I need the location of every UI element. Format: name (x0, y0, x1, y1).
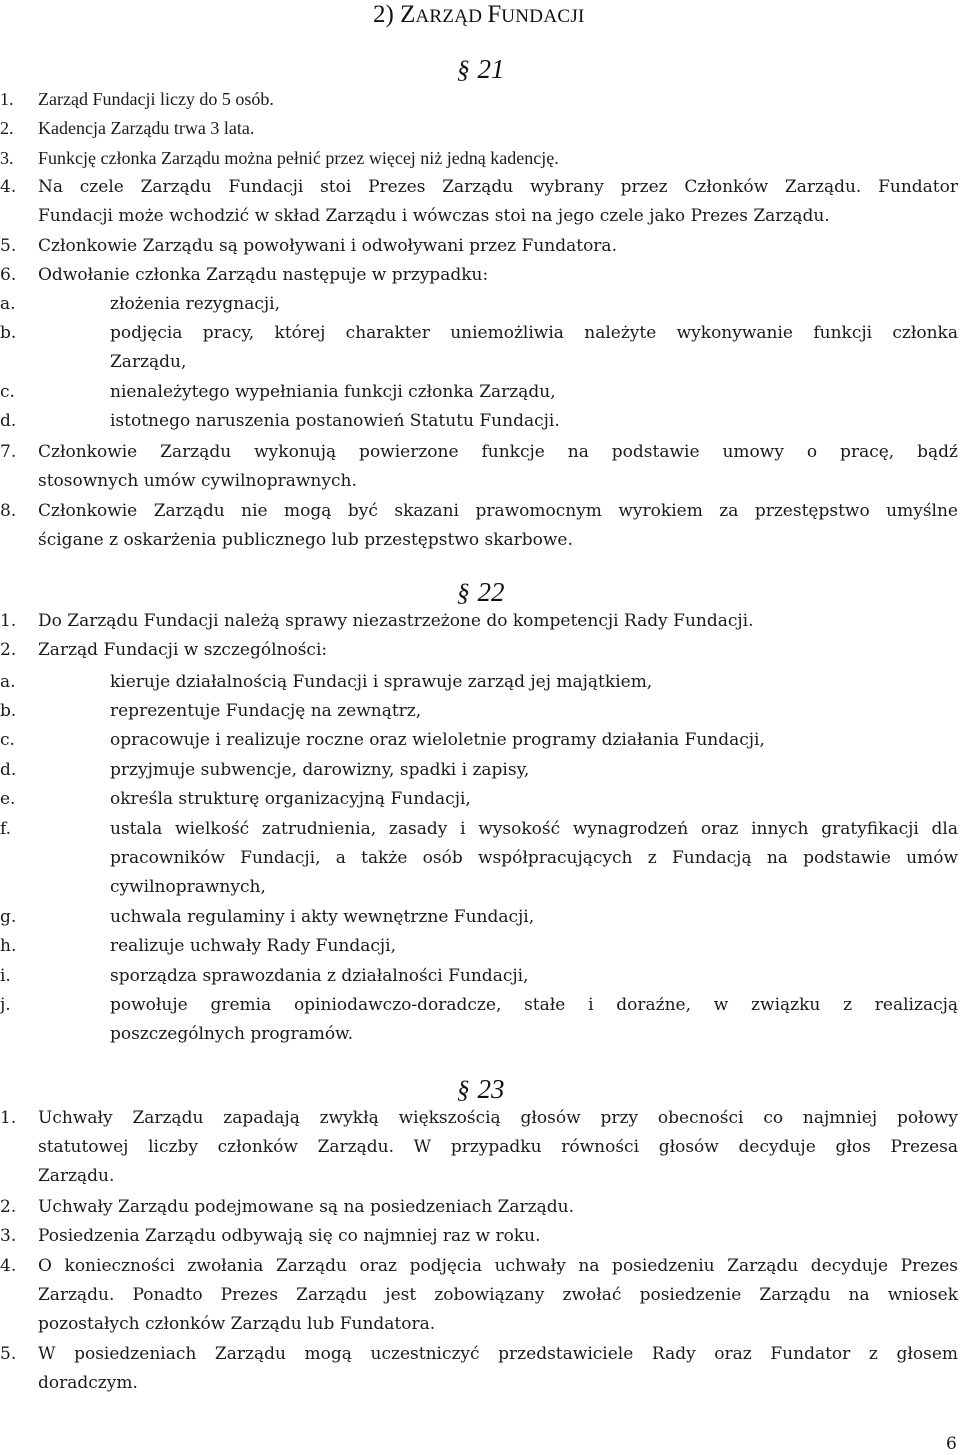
item-text: W posiedzeniach Zarządu mogą uczestniczyć przedstawiciele Rady oraz Fundator z głosem (38, 1344, 958, 1364)
item-number: 3. (0, 1226, 17, 1246)
item-number: a. (0, 672, 16, 692)
item-text: Członkowie Zarządu są powoływani i odwoływani przez Fundatora. (38, 236, 617, 256)
page-number: 6 (946, 1434, 957, 1454)
item-text: opracowuje i realizuje roczne oraz wieloletnie programy działania Fundacji, (110, 730, 765, 750)
item-number: h. (0, 936, 17, 956)
item-number: j. (0, 995, 11, 1015)
item-number: 7. (0, 442, 17, 462)
item-number: 1. (0, 611, 17, 631)
item-number: 3. (0, 148, 14, 168)
paragraph-number: 23 (477, 1074, 505, 1104)
item-text: Zarządu. Ponadto Prezes Zarządu jest zobowiązany zwołać posiedzenie Zarządu na wniosek (38, 1285, 958, 1305)
item-text: Fundacji może wchodzić w skład Zarządu i wówczas stoi na jego czele jako Prezes Zarządu. (38, 206, 830, 226)
chapter-heading: 2) ZARZĄD FUNDACJI (373, 1, 585, 28)
item-text: powołuje gremia opiniodawczo-doradcze, stałe i doraźne, w związku z realizacją (110, 995, 958, 1015)
item-number: 1. (0, 1108, 17, 1128)
item-text: Członkowie Zarządu wykonują powierzone funkcje na podstawie umowy o pracę, bądź (38, 442, 958, 462)
item-text: uchwala regulaminy i akty wewnętrzne Fundacji, (110, 907, 535, 927)
item-text: realizuje uchwały Rady Fundacji, (110, 936, 397, 956)
item-text: Funkcję członka Zarządu można pełnić przez więcej niż jedną kadencję. (38, 148, 559, 168)
item-number: 6. (0, 265, 17, 285)
item-text: Odwołanie członka Zarządu następuje w przypadku: (38, 265, 489, 285)
item-number: d. (0, 760, 17, 780)
item-text: przyjmuje subwencje, darowizny, spadki i zapisy, (110, 760, 530, 780)
item-text: doradczym. (38, 1373, 138, 1393)
item-text: ustala wielkość zatrudnienia, zasady i wysokość wynagrodzeń oraz innych gratyfikacji dla (110, 819, 958, 839)
item-text: stosownych umów cywilnoprawnych. (38, 471, 357, 491)
item-text: podjęcia pracy, której charakter uniemożliwia należyte wykonywanie funkcji członka (110, 323, 958, 343)
item-text: pozostałych członków Zarządu lub Fundatora. (38, 1314, 436, 1334)
item-number: i. (0, 966, 11, 986)
item-number: 4. (0, 1256, 17, 1276)
item-text: sporządza sprawozdania z działalności Fundacji, (110, 966, 529, 986)
item-text: złożenia rezygnacji, (110, 294, 280, 314)
item-text: określa strukturę organizacyjną Fundacji, (110, 789, 471, 809)
item-text: istotnego naruszenia postanowień Statutu Fundacji. (110, 411, 560, 431)
paragraph-symbol: § (457, 57, 470, 84)
item-number: e. (0, 789, 16, 809)
item-text: Uchwały Zarządu podejmowane są na posiedzeniach Zarządu. (38, 1197, 574, 1217)
item-number: 4. (0, 177, 17, 197)
item-text: Zarządu, (110, 352, 187, 372)
item-number: c. (0, 382, 15, 402)
paragraph-number: 21 (477, 54, 505, 84)
item-text: Kadencja Zarządu trwa 3 lata. (38, 118, 255, 138)
item-number: 2. (0, 118, 14, 138)
item-text: poszczególnych programów. (110, 1024, 353, 1044)
item-number: 2. (0, 640, 17, 660)
item-number: b. (0, 701, 17, 721)
item-number: 8. (0, 501, 17, 521)
paragraph-heading (457, 54, 505, 86)
item-number: b. (0, 323, 17, 343)
paragraph-heading (457, 1074, 505, 1106)
item-number: 5. (0, 1344, 17, 1364)
item-text: cywilnoprawnych, (110, 877, 266, 897)
item-number: 5. (0, 236, 17, 256)
item-text: Na czele Zarządu Fundacji stoi Prezes Zarządu wybrany przez Członków Zarządu. Fundator (38, 177, 958, 197)
paragraph-symbol: § (457, 1077, 470, 1104)
item-number: a. (0, 294, 16, 314)
item-text: pracowników Fundacji, a także osób współpracujących z Fundacją na podstawie umów (110, 848, 958, 868)
item-text: ścigane z oskarżenia publicznego lub przestępstwo skarbowe. (38, 530, 573, 550)
item-text: Do Zarządu Fundacji należą sprawy niezastrzeżone do kompetencji Rady Fundacji. (38, 611, 754, 631)
item-number: c. (0, 730, 15, 750)
item-text: Zarząd Fundacji w szczególności: (38, 640, 328, 660)
paragraph-number: 22 (477, 577, 505, 607)
item-number: g. (0, 907, 17, 927)
item-text: kieruje działalnością Fundacji i sprawuje zarząd jej majątkiem, (110, 672, 653, 692)
item-number: 2. (0, 1197, 17, 1217)
item-text: Zarządu. (38, 1166, 115, 1186)
item-text: Członkowie Zarządu nie mogą być skazani prawomocnym wyrokiem za przestępstwo umyślne (38, 501, 958, 521)
item-text: Zarząd Fundacji liczy do 5 osób. (38, 89, 274, 109)
paragraph-symbol: § (457, 580, 470, 607)
item-number: 1. (0, 89, 14, 109)
paragraph-heading (457, 577, 505, 609)
item-number: d. (0, 411, 17, 431)
item-text: O konieczności zwołania Zarządu oraz podjęcia uchwały na posiedzeniu Zarządu decyduje Prezes (38, 1256, 958, 1276)
item-text: Uchwały Zarządu zapadają zwykłą większością głosów przy obecności co najmniej połowy (38, 1108, 958, 1128)
item-number: f. (0, 819, 12, 839)
item-text: Posiedzenia Zarządu odbywają się co najmniej raz w roku. (38, 1226, 541, 1246)
item-text: reprezentuje Fundację na zewnątrz, (110, 701, 422, 721)
item-text: nienależytego wypełniania funkcji członka Zarządu, (110, 382, 556, 402)
item-text: statutowej liczby członków Zarządu. W przypadku równości głosów decyduje głos Prezesa (38, 1137, 958, 1157)
